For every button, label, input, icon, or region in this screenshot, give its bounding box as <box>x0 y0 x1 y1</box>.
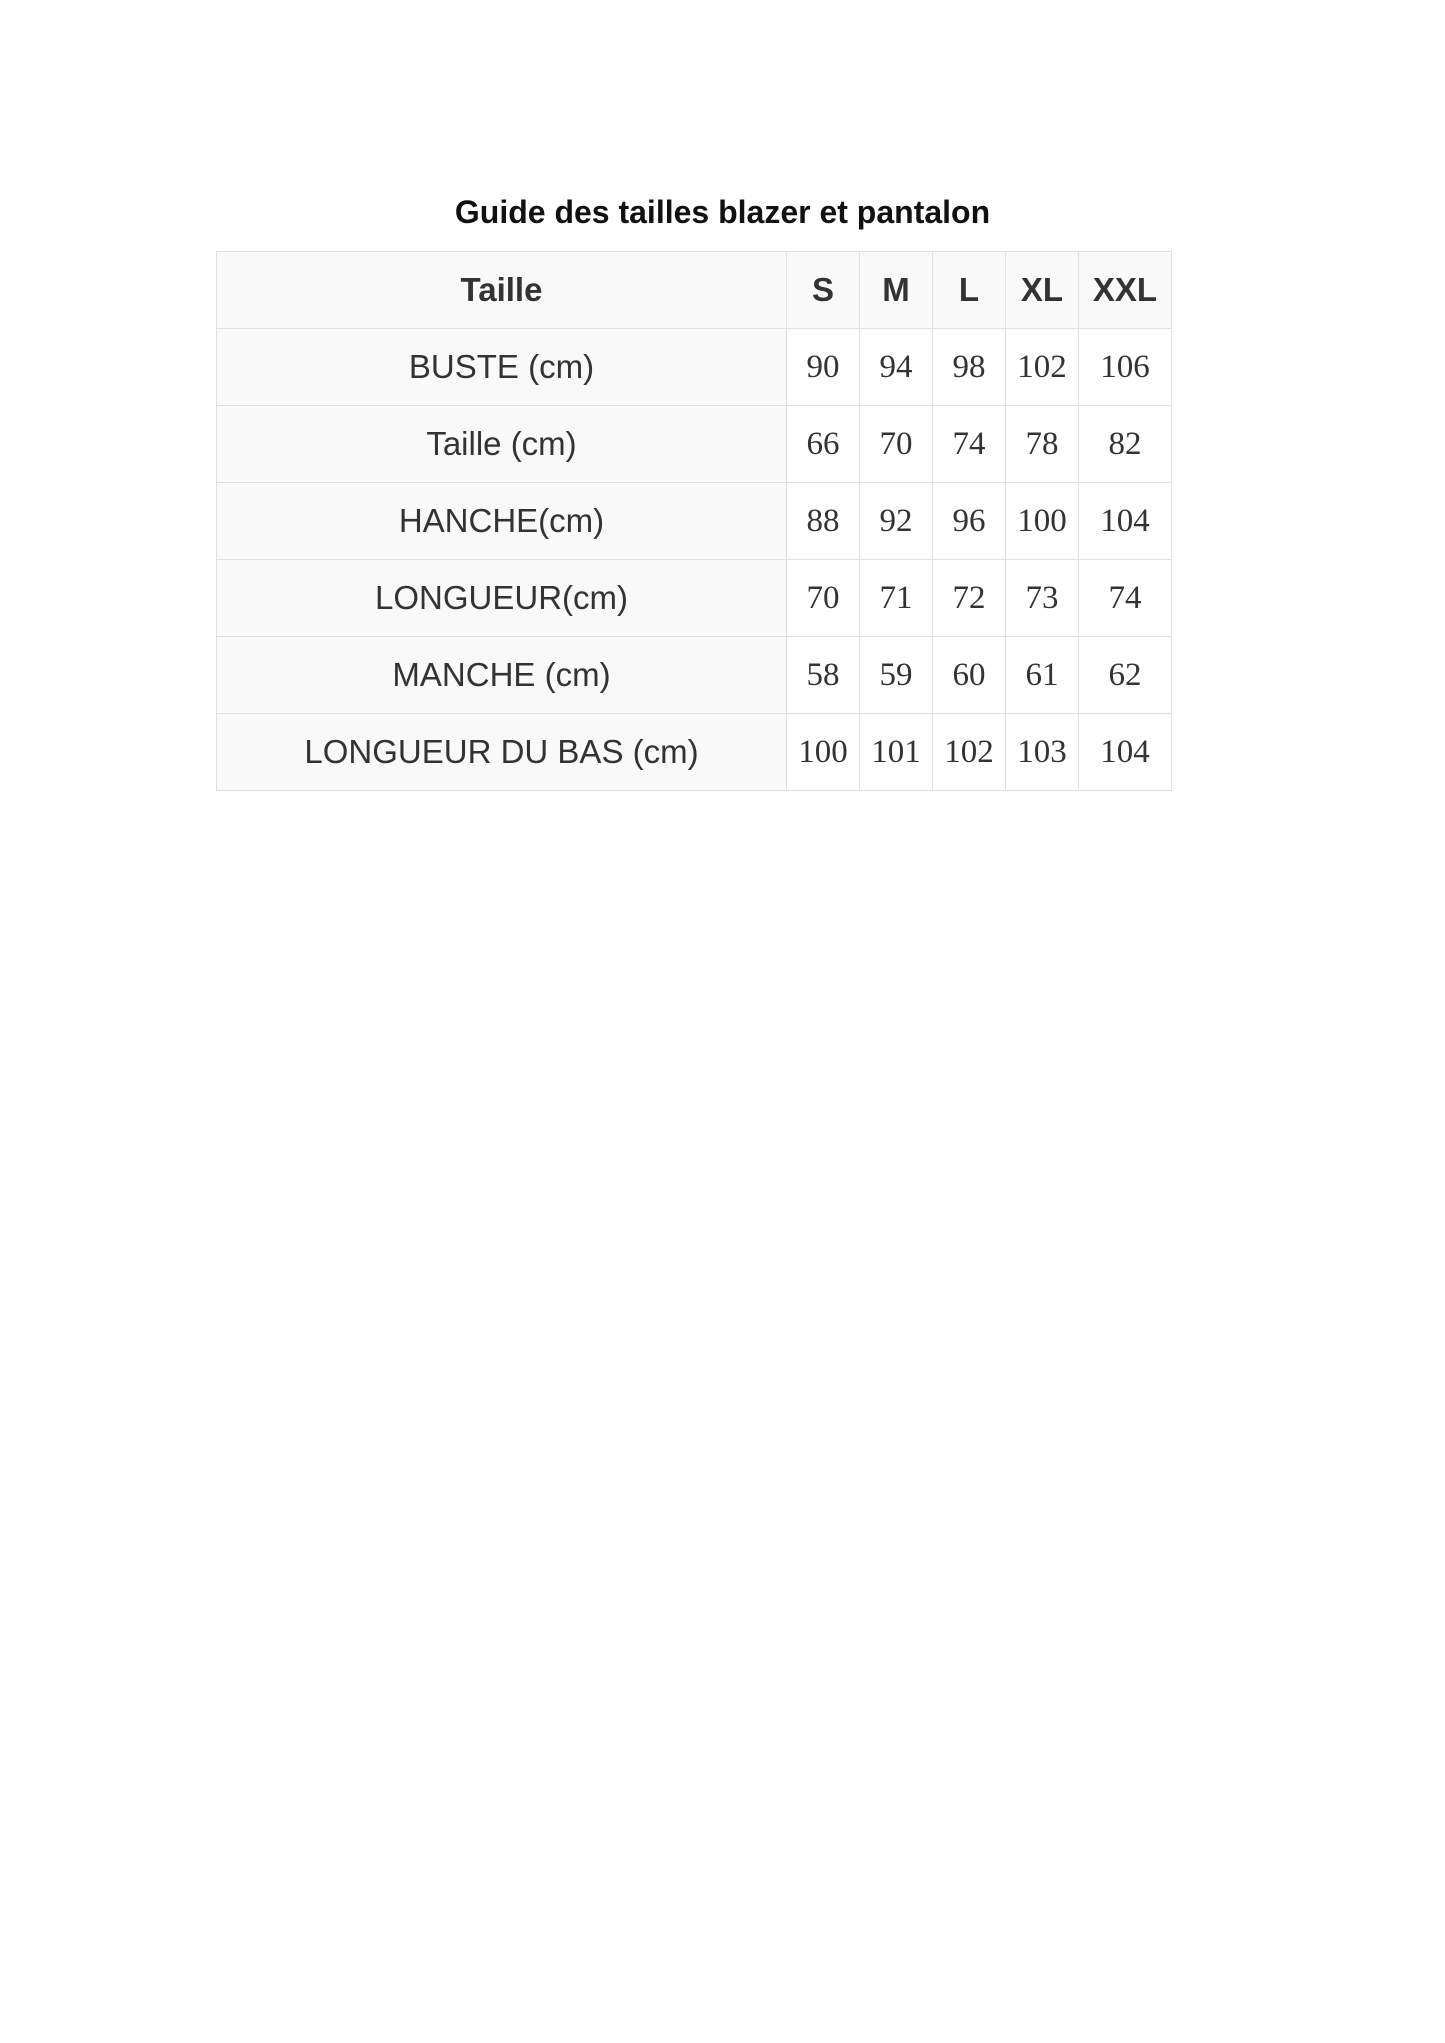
table-cell: 72 <box>933 560 1006 637</box>
table-cell: 103 <box>1006 714 1079 791</box>
table-cell: 60 <box>933 637 1006 714</box>
table-cell: 104 <box>1079 483 1172 560</box>
table-row <box>217 406 1172 483</box>
table-cell: 96 <box>933 483 1006 560</box>
table-cell: 104 <box>1079 714 1172 791</box>
table-cell: 66 <box>787 406 860 483</box>
table-cell: 102 <box>933 714 1006 791</box>
table-cell: 61 <box>1006 637 1079 714</box>
table-row <box>217 637 1172 714</box>
table-cell: 94 <box>860 329 933 406</box>
table-row <box>217 483 1172 560</box>
row-label: LONGUEUR DU BAS (cm) <box>217 714 787 791</box>
table-cell: 74 <box>933 406 1006 483</box>
size-guide-table <box>216 251 1172 791</box>
table-cell: 78 <box>1006 406 1079 483</box>
table-cell: 58 <box>787 637 860 714</box>
header-size-l: L <box>933 252 1006 329</box>
table-cell: 62 <box>1079 637 1172 714</box>
header-label-cell: Taille <box>217 252 787 329</box>
header-size-xl: XL <box>1006 252 1079 329</box>
table-cell: 101 <box>860 714 933 791</box>
table-cell: 88 <box>787 483 860 560</box>
table-row <box>217 714 1172 791</box>
table-cell: 71 <box>860 560 933 637</box>
table-cell: 102 <box>1006 329 1079 406</box>
header-size-m: M <box>860 252 933 329</box>
table-row <box>217 329 1172 406</box>
table-cell: 100 <box>787 714 860 791</box>
table-cell: 90 <box>787 329 860 406</box>
table-cell: 106 <box>1079 329 1172 406</box>
table-header-row <box>217 252 1172 329</box>
table-cell: 100 <box>1006 483 1079 560</box>
table-cell: 74 <box>1079 560 1172 637</box>
table-cell: 70 <box>787 560 860 637</box>
row-label: BUSTE (cm) <box>217 329 787 406</box>
row-label: LONGUEUR(cm) <box>217 560 787 637</box>
header-size-xxl: XXL <box>1079 252 1172 329</box>
table-cell: 98 <box>933 329 1006 406</box>
table-cell: 59 <box>860 637 933 714</box>
table-cell: 82 <box>1079 406 1172 483</box>
table-cell: 73 <box>1006 560 1079 637</box>
table-cell: 92 <box>860 483 933 560</box>
row-label: HANCHE(cm) <box>217 483 787 560</box>
document-title: Guide des tailles blazer et pantalon <box>454 194 991 230</box>
row-label: Taille (cm) <box>217 406 787 483</box>
row-label: MANCHE (cm) <box>217 637 787 714</box>
header-size-s: S <box>787 252 860 329</box>
table-row <box>217 560 1172 637</box>
table-cell: 70 <box>860 406 933 483</box>
